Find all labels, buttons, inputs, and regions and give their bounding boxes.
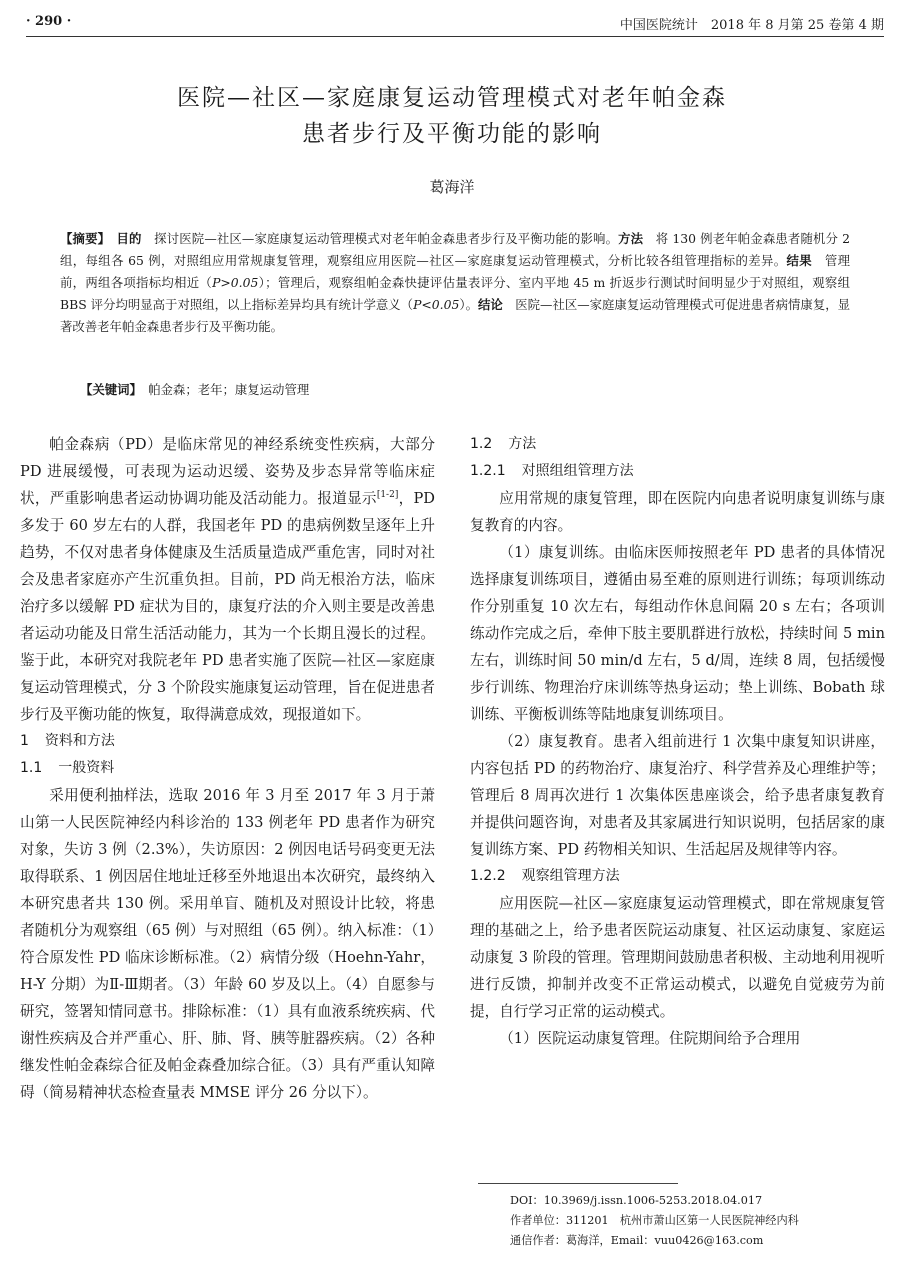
- affiliation-line: 作者单位：311201 杭州市萧山区第一人民医院神经内科: [510, 1214, 799, 1227]
- page-number: · 290 ·: [26, 14, 72, 29]
- footnote: [510, 1191, 799, 1251]
- result-text-c: ）。: [459, 297, 478, 312]
- section-title: 一般资料: [58, 760, 115, 776]
- corresponding-line: 通信作者：葛海洋，Email：vuu0426@163.com: [510, 1234, 764, 1247]
- keywords-text: 帕金森；老年；康复运动管理: [148, 382, 310, 397]
- p-value-1: P>0.05: [212, 275, 259, 290]
- section-heading-1-1: [20, 755, 435, 782]
- keywords: [80, 380, 309, 398]
- intro-text-b: ，PD 多发于 60 岁左右的人群，我国老年 PD 的患病例数呈逐年上升趋势，不仅对患者身体健康及生活质量造成严重危害，同时对社会及患者家庭亦产生沉重负担。目前，PD 尚无根治方法，临床治疗多以缓解 PD 症状为目的，康复疗法的介入则主要是改善患者运动功能及日常生活活动能力，其为一个长期且漫长的过程。鉴于此，本研究对我院老年 PD 患者实施了医院—社区—家庭康复运动管理模式，分 3 个阶段实施康复运动管理，旨在促进患者步行及平衡功能的恢复，取得满意成效，现报道如下。: [20, 490, 435, 723]
- method-label: 方法: [618, 231, 644, 246]
- purpose-label: 目的: [116, 231, 142, 246]
- section-title: 观察组管理方法: [521, 868, 620, 884]
- running-header: [26, 10, 884, 37]
- left-column: [20, 431, 435, 1106]
- control-paragraph-2: （1）康复训练。由临床医师按照老年 PD 患者的具体情况选择康复训练项目，遵循由易至难的原则进行训练；每项训练动作分别重复 10 次左右，每组动作休息间隔 20 s 左右；各项训练动作完成之后，牵伸下肢主要肌群进行放松，持续时间 5 min 左右，训练时间 50 min/d 左右，5 d/周，连续 8 周，包括缓慢步行训练、物理治疗床训练等热身运动；垫上训练、Bobath 球训练、平衡板训练等陆地康复训练项目。: [470, 544, 885, 723]
- section-title: 方法: [508, 436, 537, 452]
- p-value-2: P<0.05: [413, 297, 460, 312]
- keywords-label: 【关键词】: [80, 382, 136, 397]
- section-heading-1-2-1: [470, 458, 885, 485]
- article-title-line1: 医院—社区—家庭康复运动管理模式对老年帕金森: [177, 85, 727, 111]
- section-title: 资料和方法: [44, 733, 115, 749]
- citation-ref: [1-2]: [376, 490, 399, 501]
- conclusion-label: 结论: [478, 297, 503, 312]
- section-heading-1-2-2: [470, 863, 885, 890]
- section-number: 1.2: [470, 436, 493, 452]
- section-heading-1-2: [470, 431, 885, 458]
- journal-info: 中国医院统计 2018 年 8 月第 25 卷第 4 期: [619, 18, 884, 33]
- intro-text-a: 帕金森病（PD）是临床常见的神经系统变性疾病，大部分 PD 进展缓慢，可表现为运动迟缓、姿势及步态异常等临床症状，严重影响患者运动协调功能及活动能力。报道显示: [20, 436, 435, 507]
- doi-line: DOI：10.3969/j.issn.1006-5253.2018.04.017: [510, 1194, 763, 1207]
- right-column: [470, 431, 885, 1052]
- section-number: 1.1: [20, 760, 43, 776]
- author-name: 葛海洋: [429, 178, 475, 196]
- control-paragraph-3: （2）康复教育。患者入组前进行 1 次集中康复知识讲座，内容包括 PD 的药物治疗、康复治疗、科学营养及心理维护等；管理后 8 周再次进行 1 次集体医患座谈会，给予患者康复教育并提供问题咨询，对患者及其家属进行知识说明，包括居家的康复训练方案、PD 药物相关知识、生活起居及规律等内容。: [470, 733, 885, 858]
- observe-paragraph-1: 应用医院—社区—家庭康复运动管理模式，即在常规康复管理的基础之上，给予患者医院运动康复、社区运动康复、家庭运动康复 3 阶段的管理。管理期间鼓励患者积极、主动地利用视听进行反馈，抑制并改变不正常运动模式，以避免自觉疲劳为前提，自行学习正常的运动模式。: [470, 895, 885, 1020]
- control-paragraph-1: 应用常规的康复管理，即在医院内向患者说明康复训练与康复教育的内容。: [470, 490, 885, 534]
- abstract: [60, 228, 850, 338]
- section-number: 1.2.1: [470, 463, 506, 479]
- result-label: 结果: [786, 253, 813, 268]
- footnote-divider: [478, 1183, 678, 1184]
- general-data-paragraph: 采用便利抽样法，选取 2016 年 3 月至 2017 年 3 月于萧山第一人民医院神经内科诊治的 133 例老年 PD 患者作为研究对象，失访 3 例（2.3%），失访原因：2 例因电话号码变更无法取得联系、1 例因居住地址迁移至外地退出本次研究，最终纳入本研究患者共 130 例。采用单盲、随机及对照设计比较，将患者随机分为观察组（65 例）与对照组（65 例）。纳入标准：（1）符合原发性 PD 临床诊断标准。（2）病情分级（Hoehn-Yahr，H-Y 分期）为Ⅱ-Ⅲ期者。（3）年龄 60 岁及以上。（4）自愿参与研究，签署知情同意书。排除标准：（1）具有血液系统疾病、代谢性疾病及合并严重心、肝、肺、肾、胰等脏器疾病。（2）各种继发性帕金森综合征及帕金森叠加综合征。（3）具有严重认知障碍（简易精神状态检查量表 MMSE 评分 26 分以下）。: [20, 787, 435, 1101]
- observe-paragraph-2: （1）医院运动康复管理。住院期间给予合理用: [499, 1030, 801, 1047]
- section-number: 1.2.2: [470, 868, 506, 884]
- section-title: 对照组组管理方法: [521, 463, 634, 479]
- abstract-label: 【摘要】: [60, 231, 104, 246]
- purpose-text: 探讨医院—社区—家庭康复运动管理模式对老年帕金森患者步行及平衡功能的影响。: [154, 231, 619, 246]
- article-title-line2: 患者步行及平衡功能的影响: [302, 121, 602, 147]
- conclusion-text: 医院—社区—家庭康复运动管理模式可促进患者病情康复，显著改善老年帕金森患者步行及平衡功能。: [60, 297, 851, 334]
- section-heading-1: [20, 728, 435, 755]
- result-text-a: 管理前，两组各项指标均相近（: [60, 253, 851, 290]
- method-text: 将 130 例老年帕金森患者随机分 2 组，每组各 65 例，对照组应用常规康复管理，观察组应用医院—社区—家庭康复运动管理模式，分析比较各组管理指标的差异。: [60, 231, 851, 268]
- section-number: 1: [20, 733, 29, 749]
- result-text-b: ）；管理后，观察组帕金森快捷评估量表评分、室内平地 45 m 折返步行测试时间明显少于对照组，观察组 BBS 评分均明显高于对照组，以上指标差异均具有统计学意义（: [60, 275, 850, 312]
- intro-paragraph: [20, 431, 435, 728]
